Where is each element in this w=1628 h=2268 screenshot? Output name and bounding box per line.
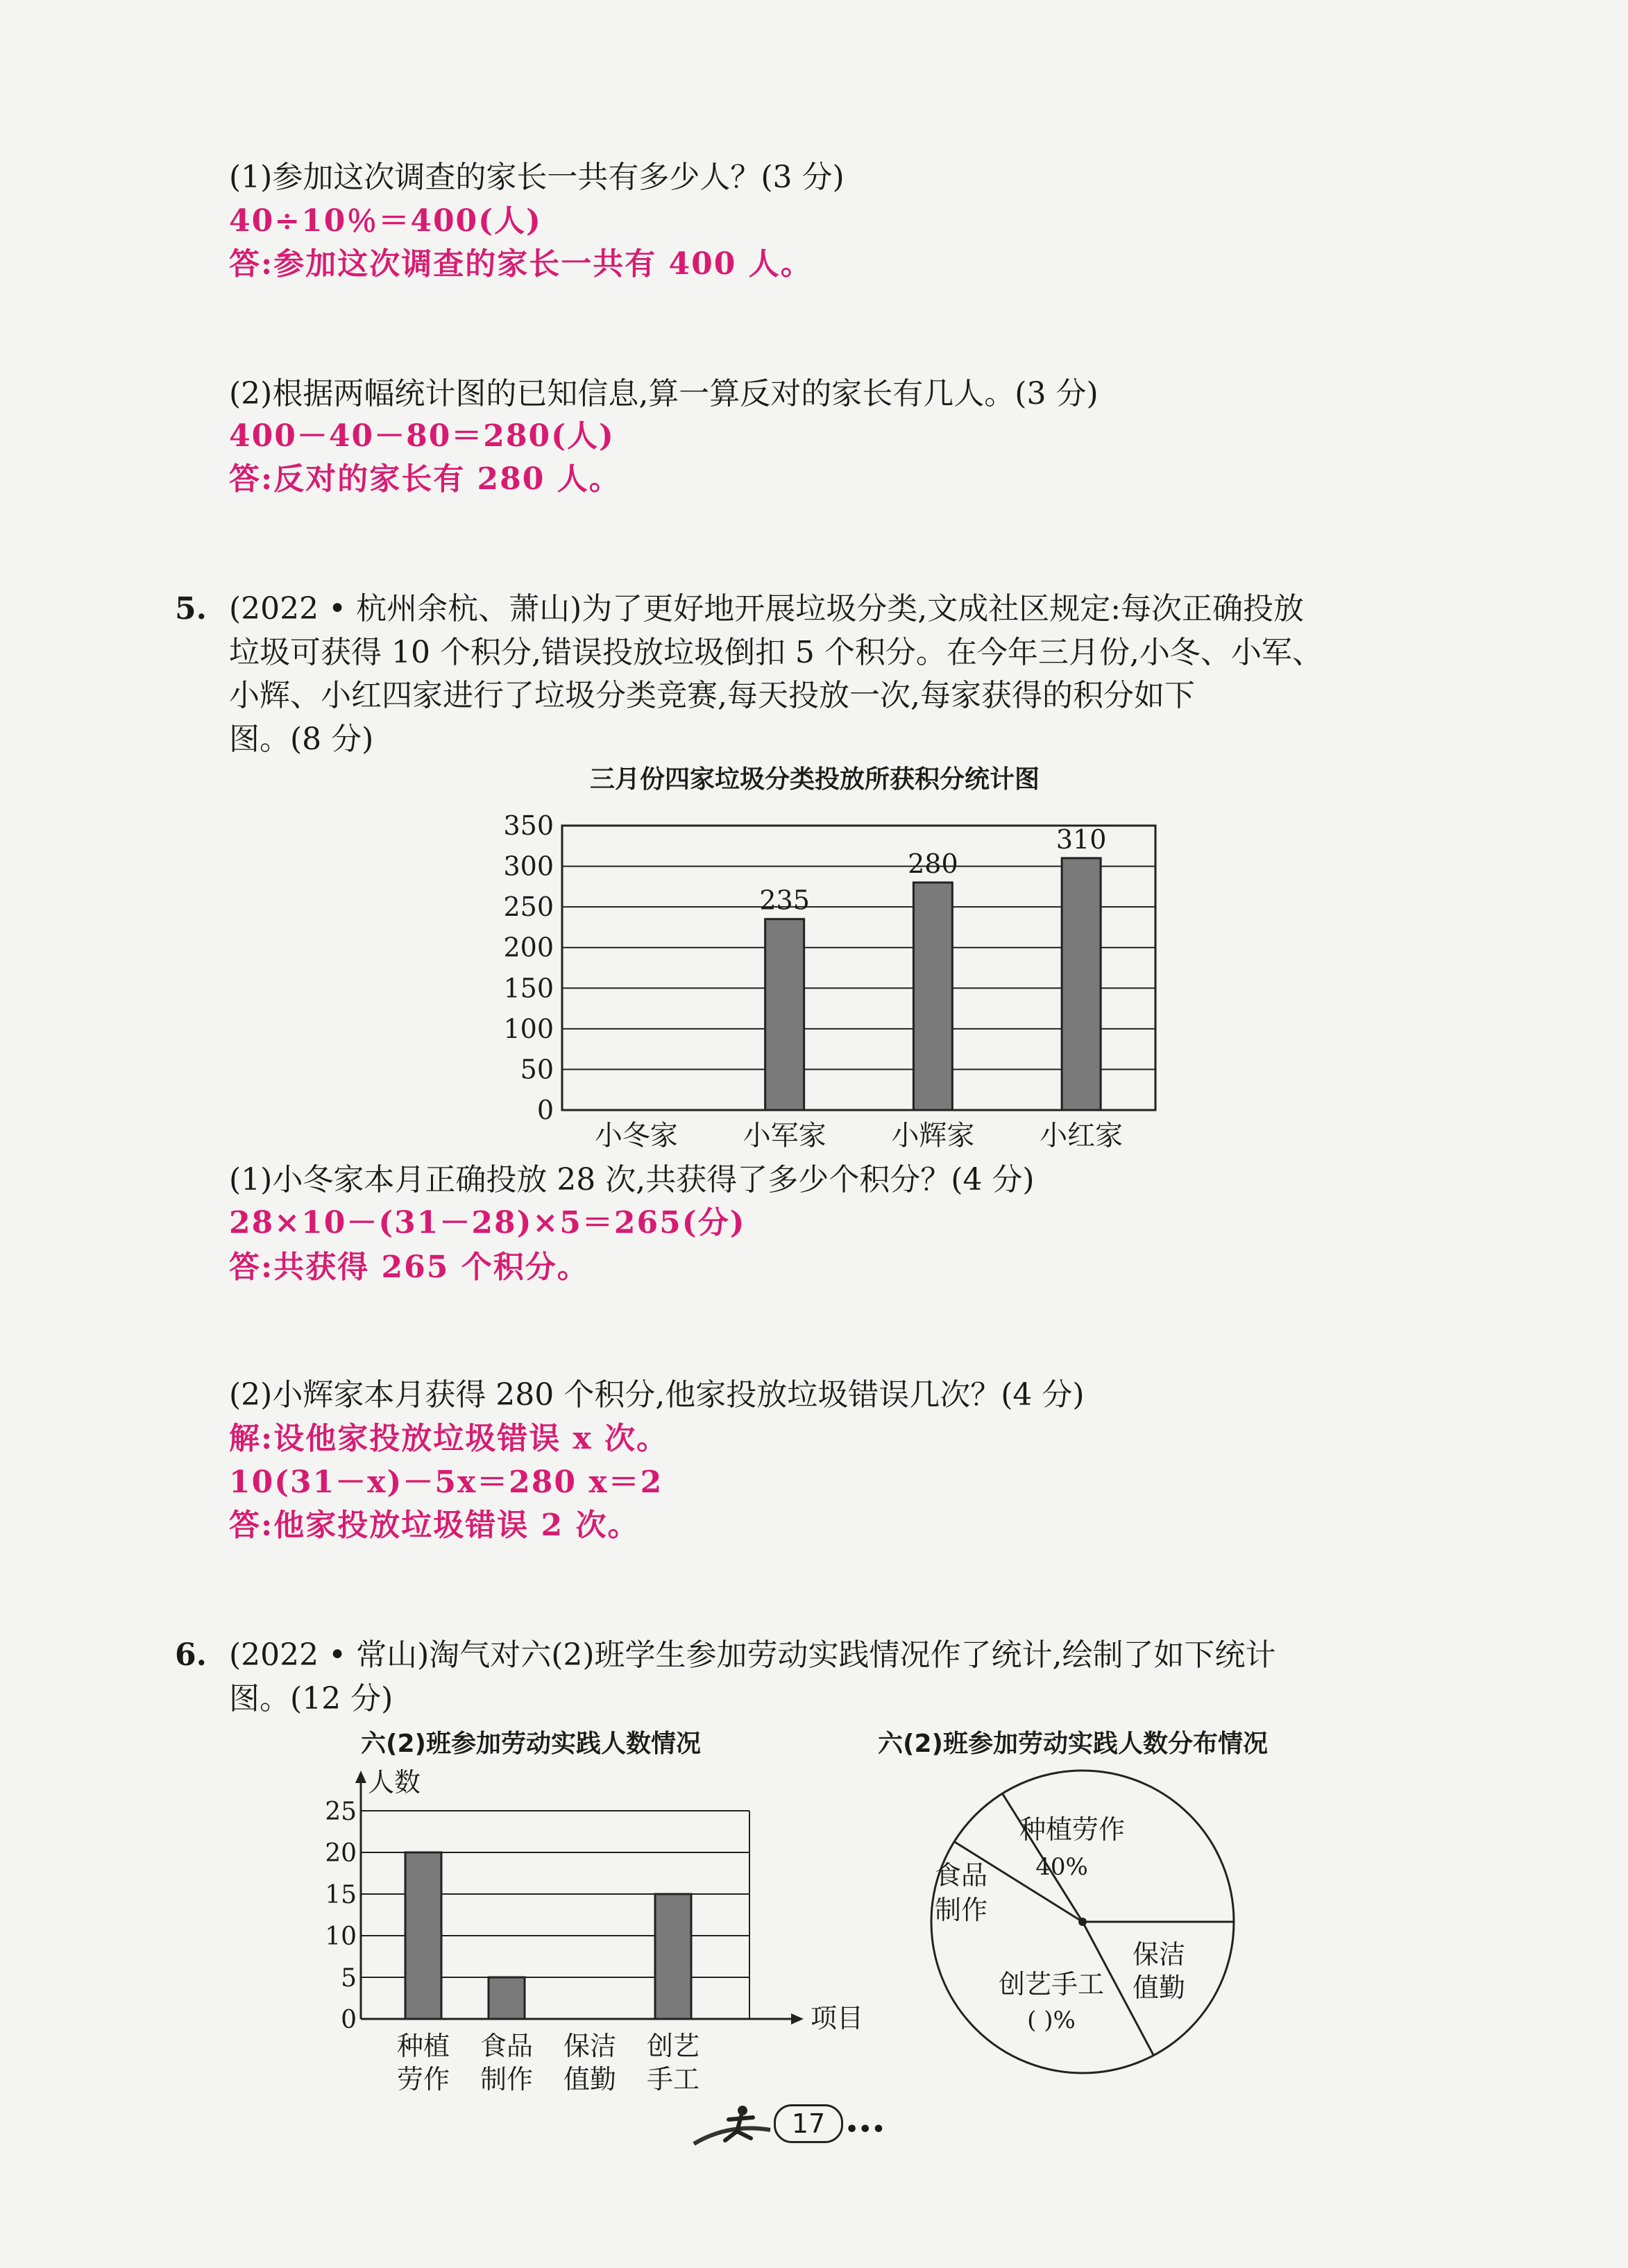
- category-label: 创艺: [646, 2031, 700, 2061]
- data-label: 310: [1055, 824, 1107, 855]
- chart1-title: 三月份四家垃圾分类投放所获积分统计图: [590, 765, 1040, 794]
- category-label: 小军家: [743, 1120, 826, 1152]
- bar: [1062, 858, 1101, 1110]
- category-label: 保洁: [563, 2031, 617, 2061]
- y-tick-label: 20: [325, 1839, 357, 1868]
- x-axis-arrow: [791, 2013, 804, 2024]
- slice-value: 40%: [1035, 1853, 1088, 1881]
- y-tick-label: 0: [341, 2006, 357, 2034]
- q4-p2-calc: 400－40－80＝280(人): [229, 418, 615, 454]
- slice-label: 种植劳作: [1019, 1814, 1126, 1845]
- bar: [655, 1894, 691, 2019]
- runner-icon: [687, 2102, 777, 2151]
- data-label: 235: [759, 885, 810, 916]
- q6-text-line: (2022 • 常山)淘气对六(2)班学生参加劳动实践情况作了统计,绘制了如下统计: [229, 1637, 1276, 1673]
- q6-number: 6.: [175, 1637, 207, 1673]
- q5-p1-answer: 答:共获得 265 个积分。: [229, 1250, 589, 1285]
- q5-p1-question: (1)小冬家本月正确投放 28 次,共获得了多少个积分？(4 分): [229, 1162, 1035, 1197]
- q5-text-line: 垃圾可获得 10 个积分,错误投放垃圾倒扣 5 个积分。在今年三月份,小冬、小军、: [229, 635, 1323, 670]
- category-label: 小红家: [1040, 1120, 1124, 1152]
- page-dots: •••: [845, 2117, 885, 2142]
- slice-label: 保洁: [1132, 1939, 1186, 1970]
- q5-text-line: 小辉、小红四家进行了垃圾分类竞赛,每天投放一次,每家获得的积分如下: [229, 678, 1195, 713]
- q5-text-line: (2022 • 杭州余杭、萧山)为了更好地开展垃圾分类,文成社区规定:每次正确投放: [229, 591, 1305, 626]
- q5-text-line: 图。(8 分): [229, 722, 374, 757]
- category-label: 小辉家: [891, 1120, 975, 1152]
- slice-value: ( )%: [1027, 2006, 1076, 2034]
- bar: [405, 1852, 441, 2019]
- page-number-box: [774, 2104, 843, 2143]
- bar: [913, 883, 952, 1110]
- q4-p2-question: (2)根据两幅统计图的已知信息,算一算反对的家长有几人。(3 分): [229, 376, 1099, 411]
- category-label: 食品: [480, 2031, 534, 2061]
- y-tick-label: 150: [503, 973, 554, 1004]
- slice-label: 制作: [934, 1895, 988, 1925]
- category-label: 制作: [480, 2064, 534, 2095]
- q5-p2-equation: 10(31－x)－5x＝280 x＝2: [229, 1465, 663, 1500]
- points-bar-chart: [486, 805, 1180, 1166]
- category-label: 手工: [646, 2064, 700, 2095]
- q5-p2-answer: 答:他家投放垃圾错误 2 次。: [229, 1508, 640, 1543]
- bar: [489, 1977, 525, 2019]
- y-tick-label: 0: [536, 1095, 554, 1125]
- y-tick-label: 5: [341, 1964, 357, 1993]
- x-axis-label: 项目: [811, 2003, 864, 2033]
- y-tick-label: 50: [520, 1054, 554, 1085]
- y-tick-label: 100: [503, 1013, 554, 1044]
- y-tick-label: 200: [503, 932, 554, 963]
- q4-p2-answer: 答:反对的家长有 280 人。: [229, 461, 621, 497]
- category-label: 种植: [396, 2031, 450, 2061]
- y-tick-label: 10: [325, 1922, 357, 1951]
- y-tick-label: 25: [325, 1798, 357, 1826]
- q5-p2-question: (2)小辉家本月获得 280 个积分,他家投放垃圾错误几次？(4 分): [229, 1377, 1085, 1413]
- pie-center: [1078, 1918, 1087, 1926]
- labor-pie-chart: [923, 1762, 1242, 2081]
- chart3-title: 六(2)班参加劳动实践人数分布情况: [878, 1730, 1268, 1758]
- slice-label: 创艺手工: [998, 1969, 1105, 2000]
- y-tick-label: 250: [503, 892, 554, 923]
- y-tick-label: 300: [503, 851, 554, 882]
- q4-p1-answer: 答:参加这次调查的家长一共有 400 人。: [229, 246, 813, 282]
- category-label: 值勤: [563, 2064, 617, 2095]
- y-axis-arrow: [355, 1771, 366, 1783]
- y-tick-label: 15: [325, 1881, 357, 1909]
- data-label: 280: [908, 849, 958, 879]
- slice-label: 值勤: [1132, 1972, 1186, 2003]
- q6-text-line: 图。(12 分): [229, 1681, 393, 1716]
- bar: [765, 919, 804, 1110]
- q5-p1-calc: 28×10－(31－28)×5＝265(分): [229, 1205, 746, 1240]
- q4-p1-question: (1)参加这次调查的家长一共有多少人？(3 分): [229, 160, 845, 195]
- chart2-title: 六(2)班参加劳动实践人数情况: [361, 1730, 701, 1758]
- category-label: 小冬家: [594, 1120, 678, 1152]
- y-axis-label: 人数: [368, 1767, 421, 1798]
- y-tick-label: 350: [503, 810, 554, 841]
- slice-label: 食品: [934, 1860, 988, 1891]
- category-label: 劳作: [396, 2064, 450, 2095]
- q5-number: 5.: [175, 591, 207, 626]
- q4-p1-calc: 40÷10％＝400(人): [229, 203, 542, 239]
- page-number: 17: [791, 2108, 826, 2139]
- labor-bar-chart: [305, 1762, 864, 2095]
- q5-p2-solve: 解:设他家投放垃圾错误 x 次。: [229, 1421, 669, 1456]
